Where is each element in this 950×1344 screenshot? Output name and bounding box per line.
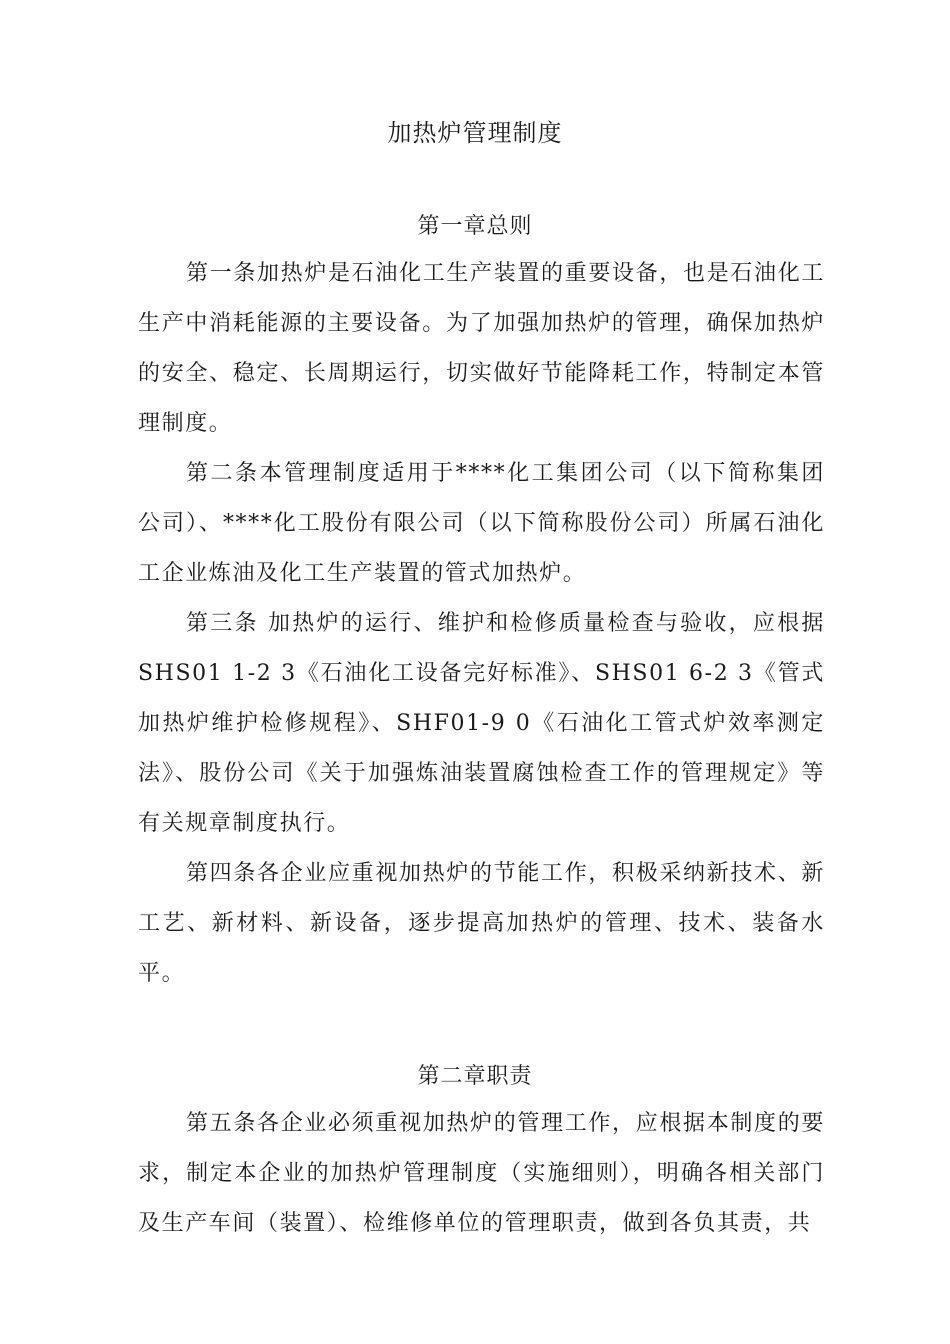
article-3: 第三条 加热炉的运行、维护和检修质量检查与验收，应根据SHS01 1-2 3《石油化工设备完好标准》、SHS01 6-2 3《管式加热炉维护检修规程》、SHF01-9 0《石油化工管式炉效率测定法》、股份公司《关于加强炼油装置腐蚀检查工作的管理规定》等有关规章制度执行。 [138,611,825,836]
article-5: 第五条各企业必须重视加热炉的管理工作，应根据本制度的要求，制定本企业的加热炉管理制度（实施细则），明确各相关部门及生产车间（装置）、检维修单位的管理职责，做到各负其责，共 [138,1111,825,1236]
document-title: 加热炉管理制度 [387,119,563,147]
article-1: 第一条加热炉是石油化工生产装置的重要设备，也是石油化工生产中消耗能源的主要设备。为了加强加热炉的管理，确保加热炉的安全、稳定、长周期运行，切实做好节能降耗工作，特制定本管理制度。 [138,261,825,436]
chapter-heading-general: 第一章总则 [417,214,533,239]
article-4: 第四条各企业应重视加热炉的节能工作，积极采纳新技术、新工艺、新材料、新设备，逐步提高加热炉的管理、技术、装备水平。 [138,861,825,986]
article-2: 第二条本管理制度适用于****化工集团公司（以下简称集团公司）、****化工股份有限公司（以下简称股份公司）所属石油化工企业炼油及化工生产装置的管式加热炉。 [138,461,825,586]
chapter-heading-duties: 第二章职责 [417,1064,533,1089]
